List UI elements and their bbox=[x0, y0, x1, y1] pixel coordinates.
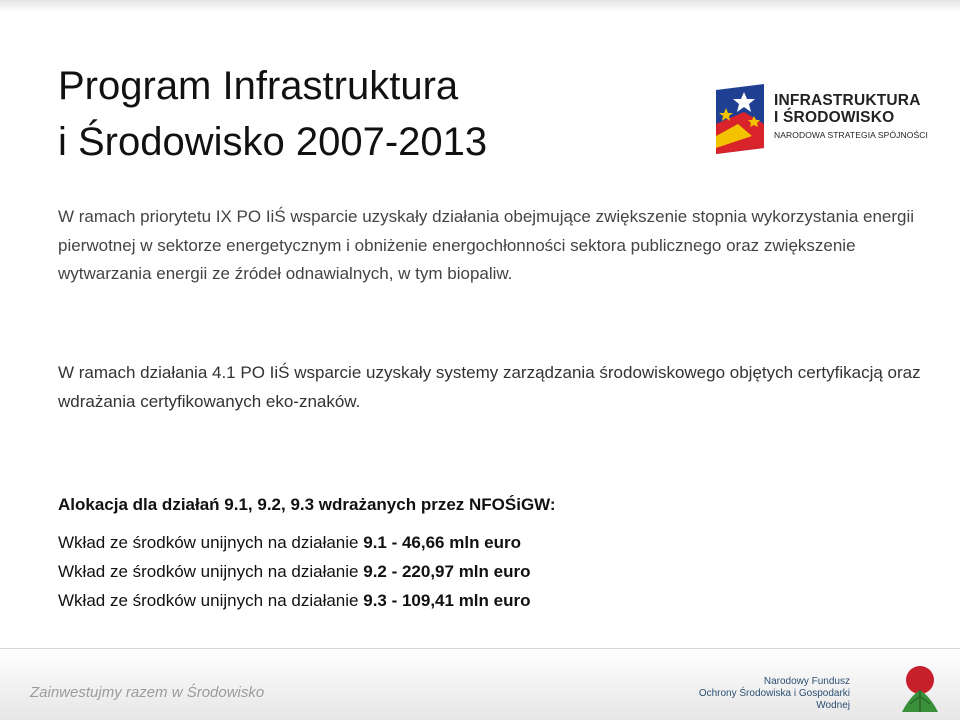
allocation-item-label: Wkład ze środków unijnych na działanie bbox=[58, 533, 359, 552]
nfosigw-logo bbox=[690, 676, 950, 716]
eu-flag-icon bbox=[714, 84, 766, 154]
footer-tagline: Zainwestujmy razem w Środowisko bbox=[30, 684, 265, 701]
allocation-item-value: 9.1 - 46,66 mln euro bbox=[363, 533, 522, 552]
allocation-list bbox=[58, 528, 918, 615]
slide-title-line-2: i Środowisko 2007-2013 bbox=[58, 120, 488, 164]
allocation-item bbox=[58, 586, 918, 615]
nfosigw-line-1: Narodowy Fundusz bbox=[763, 676, 850, 687]
nfosigw-line-2: Ochrony Środowiska i Gospodarki Wodnej bbox=[698, 688, 850, 711]
allocation-item bbox=[58, 528, 918, 557]
allocation-item-label: Wkład ze środków unijnych na działanie bbox=[58, 591, 359, 610]
logo-line-1: INFRASTRUKTURA bbox=[774, 92, 921, 109]
allocation-item-label: Wkład ze środków unijnych na działanie bbox=[58, 562, 359, 581]
nfosigw-text bbox=[690, 676, 850, 712]
allocation-item-value: 9.2 - 220,97 mln euro bbox=[363, 562, 531, 581]
paragraph-action-4-1: W ramach działania 4.1 PO IiŚ wsparcie uzyskały systemy zarządzania środowiskowego objętych certyfikacją oraz wdrażania certyfikowanych eko-znaków. bbox=[58, 363, 921, 411]
nfosigw-emblem-icon bbox=[864, 660, 942, 716]
logo-line-3: NARODOWA STRATEGIA SPÓJNOŚCI bbox=[774, 130, 928, 140]
infrastruktura-srodowisko-logo bbox=[714, 84, 944, 154]
footer-divider bbox=[0, 648, 960, 649]
logo-text bbox=[774, 92, 946, 141]
allocation-item bbox=[58, 557, 918, 586]
logo-line-2: I ŚRODOWISKO bbox=[774, 109, 895, 126]
slide-title bbox=[58, 58, 658, 170]
allocation-heading: Alokacja dla działań 9.1, 9.2, 9.3 wdrażanych przez NFOŚiGW: bbox=[58, 495, 556, 514]
top-band bbox=[0, 0, 960, 12]
slide-title-line-1: Program Infrastruktura bbox=[58, 64, 459, 108]
paragraph-priority-ix: W ramach priorytetu IX PO IiŚ wsparcie uzyskały działania obejmujące zwiększenie stopnia wykorzystania energii pierwotnej w sektorze energetycznym i obniżenie energochłonności sektora publicznego oraz zwiększenie wytwarzania energii ze źródeł odnawialnych, w tym biopaliw. bbox=[58, 207, 915, 283]
allocation-item-value: 9.3 - 109,41 mln euro bbox=[363, 591, 531, 610]
